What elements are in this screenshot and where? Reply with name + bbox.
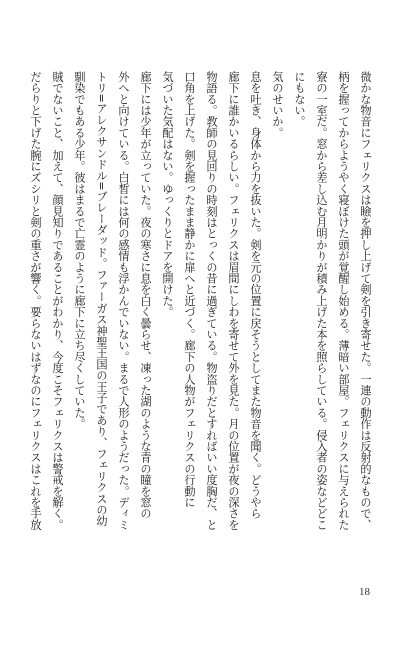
text-line: 気づいた気配はない。ゆっくりとドアを開けた。: [161, 71, 174, 318]
text-line: 口角を上げた。剣を握ったまま静かに扉へと近づく。廊下の人物がフェリクスの行動に: [183, 71, 196, 508]
text-line: 物語る。教師の見回りの時刻はとっくの昔に過ぎている。物盗りだとすればいい度胸だ、と: [205, 71, 218, 531]
text-line: にもない。: [293, 71, 306, 127]
text-line: 息を吐き、身体から力を抜いた。剣を元の位置に戻そうとしてまた物音を聞く。どうやら: [249, 71, 262, 519]
text-line: だらりと下げた腕にズシリと剣の重さが響く。要らないはずなのにフェリクスはこれを手放: [29, 71, 42, 531]
text-line: トリ=アレクサンドル=ブレーダッド。ファーガス神聖王国の王子であり、フェリクスの幼: [95, 71, 108, 527]
text-line: 馴染でもある少年。彼はまるで亡霊のように廊下に立ち尽くしていた。: [73, 71, 86, 430]
text-line: 寮の一室だ。窓から差し込む月明かりが積み上げた本を照らしている。侵入者の姿などどこ: [315, 71, 328, 531]
vertical-text-body: [24, 71, 376, 579]
text-line: 外へと向けている。白皙には何の感情も浮かんでいない。まるで人形のようだった。ディミ: [117, 71, 130, 531]
text-line: 気のせいか。: [271, 71, 284, 139]
page-number: 18: [359, 586, 370, 598]
text-line: 柄を握ってからようやく寝ぼけた頭が覚醒し始める。薄暗い部屋。フェリクスに与えられた: [337, 71, 350, 531]
text-line: 賊でないこと、加えて、顔見知りであることがわかり、今度こそフェリクスは警戒を解く。: [51, 71, 64, 531]
text-line: 微かな物音にフェリクスは瞼を押し上げて剣を引き寄せた。一連の動作は反射的なもので、: [359, 71, 372, 531]
text-line: 廊下には少年が立っていた。夜の寒さに息を白く曇らせ、凍った湖のような青の瞳を窓の: [139, 71, 152, 519]
text-line: 廊下に誰かいるらしい。フェリクスは眉間にしわを寄せて外を見た。月の位置が夜の深さを: [227, 71, 240, 531]
